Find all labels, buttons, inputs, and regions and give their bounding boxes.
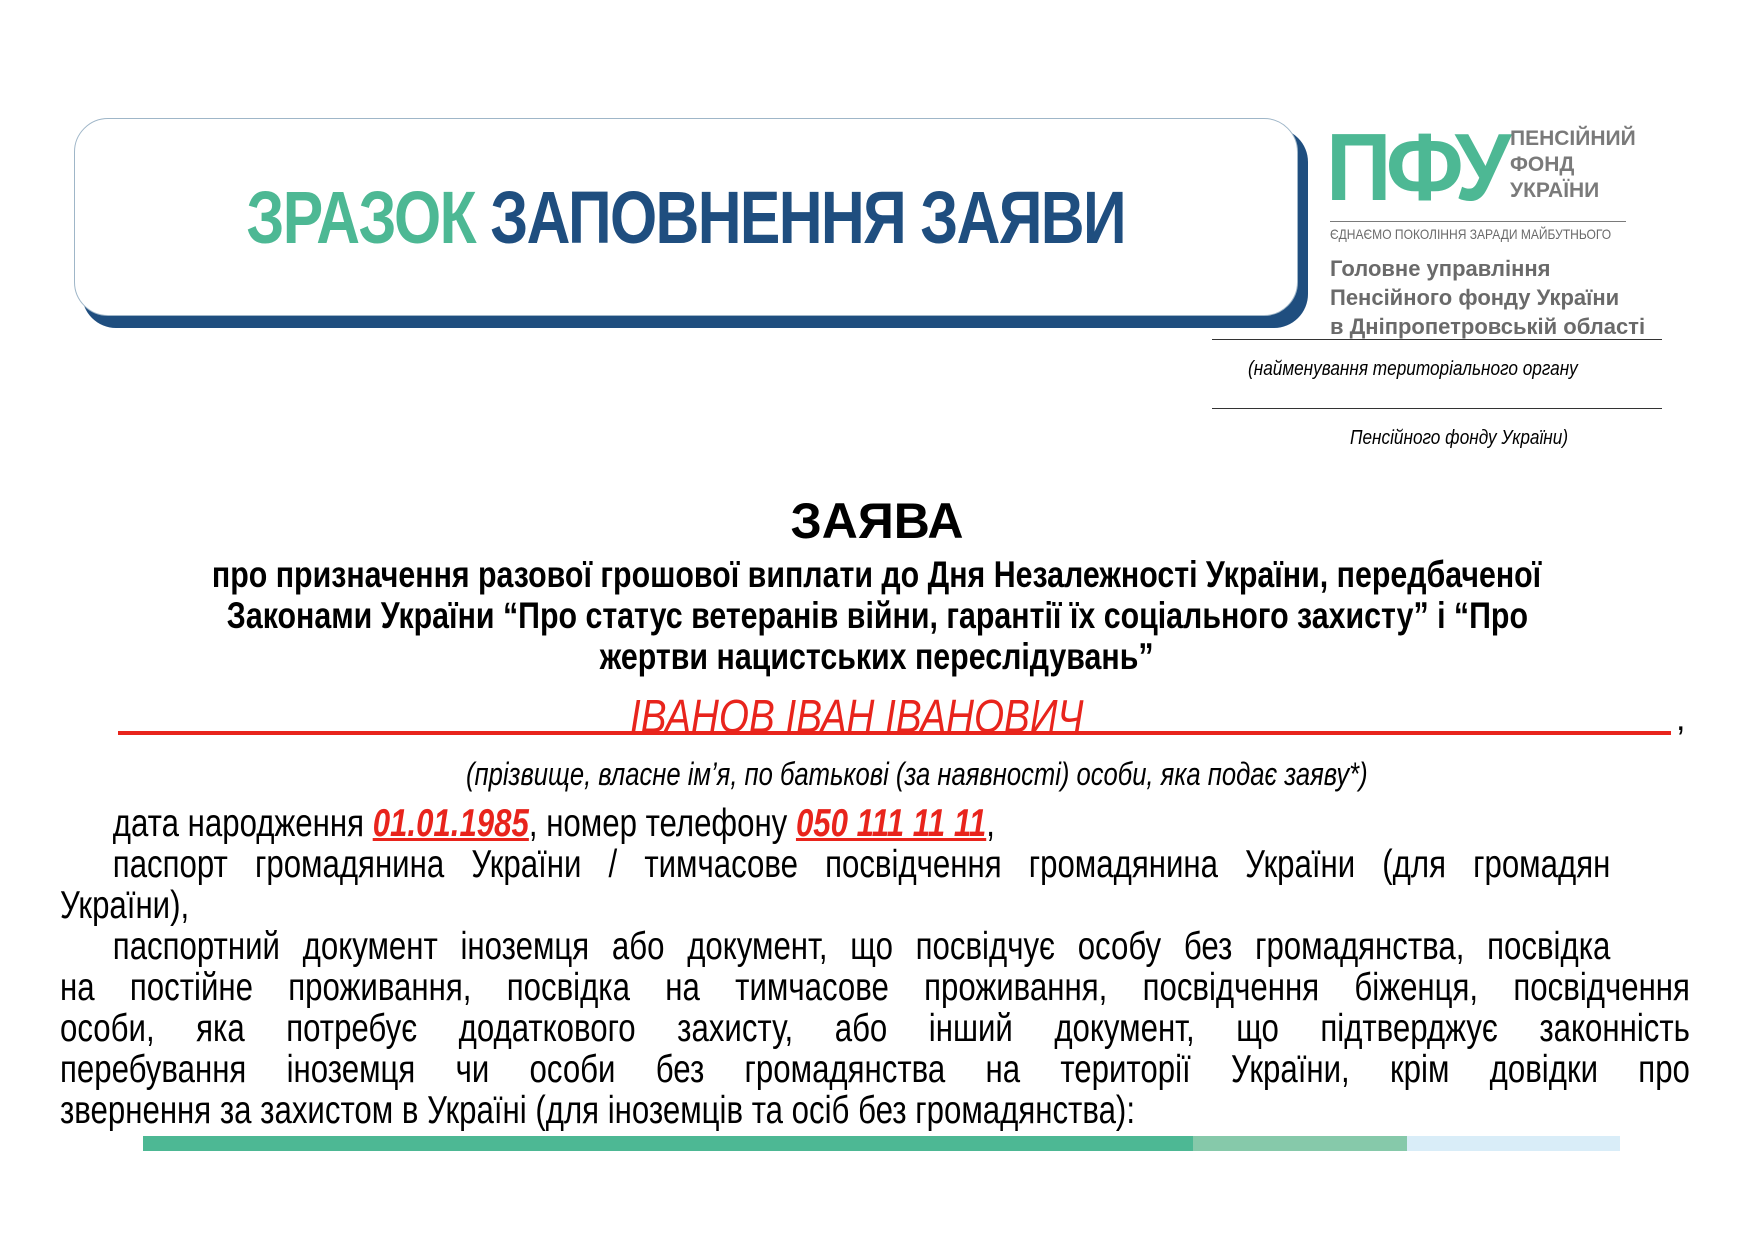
page-title-green: ЗРАЗОК: [246, 175, 476, 259]
document-subtitle-line: про призначення разової грошової виплати до Дня Незалежності України, передбаченої: [212, 554, 1542, 595]
phone-label: , номер телефону: [528, 802, 788, 845]
word: паспортний: [112, 925, 280, 968]
word: документ,: [1054, 1007, 1195, 1050]
passport-line-2: України),: [60, 884, 190, 927]
word: без: [1183, 925, 1233, 968]
name-comma: ,: [1676, 700, 1686, 738]
word: яка: [196, 1007, 245, 1050]
dob-label: дата народження: [112, 802, 365, 845]
page-title: [247, 175, 1126, 260]
word: законність: [1539, 1007, 1690, 1050]
word: або: [611, 925, 665, 968]
logo-divider: [1330, 221, 1626, 222]
logo-word: УКРАЇНИ: [1510, 179, 1600, 202]
passport-line-1: [60, 843, 1611, 886]
word: /: [608, 843, 618, 886]
footer-bar-light-green: [1193, 1136, 1407, 1151]
justified-words: [60, 1008, 1690, 1049]
word: на: [60, 966, 95, 1009]
document-subtitle-line: Законами України “Про статус ветеранів війни, гарантії їх соціального захисту” і “Про: [226, 595, 1528, 636]
word: довідки: [1489, 1048, 1599, 1091]
word: біженця,: [1354, 966, 1479, 1009]
word: особи,: [60, 1007, 155, 1050]
justified-words: [60, 1049, 1690, 1090]
word: про: [1638, 1048, 1690, 1091]
word: чи: [455, 1048, 490, 1091]
department-line: в Дніпропетровській області: [1330, 314, 1646, 339]
word: на: [985, 1048, 1021, 1091]
foreign-line-4: [60, 1048, 1690, 1091]
word: особи: [529, 1048, 616, 1091]
word: іноземця: [460, 925, 590, 968]
foreign-line-3: [60, 1007, 1690, 1050]
justified-words: [113, 926, 1611, 967]
word: території: [1060, 1048, 1191, 1091]
word: України: [1245, 843, 1356, 886]
word: захисту,: [677, 1007, 794, 1050]
word: посвідчення: [1142, 966, 1320, 1009]
word: проживання,: [924, 966, 1108, 1009]
department-line: Пенсійного фонду України: [1330, 285, 1620, 310]
pfu-logo-icon: ПФУ: [1326, 114, 1506, 221]
word: посвідка: [506, 966, 630, 1009]
word: без: [655, 1048, 705, 1091]
justified-words: [113, 844, 1611, 885]
dob-phone-line: [60, 803, 1364, 844]
word: іноземця: [286, 1048, 416, 1091]
organ-caption-2: Пенсійного фонду України): [1350, 427, 1569, 449]
logo-word: ПЕНСІЙНИЙ: [1510, 127, 1636, 150]
page-title-blue: ЗАПОВНЕННЯ ЗАЯВИ: [490, 175, 1126, 259]
dob-value: 01.01.1985: [372, 802, 529, 845]
phone-end: ,: [986, 802, 995, 845]
word: документ: [302, 925, 438, 968]
word: документ,: [687, 925, 828, 968]
justified-words: [60, 967, 1690, 1008]
word: інший: [928, 1007, 1013, 1050]
word: на: [665, 966, 700, 1009]
word: постійне: [129, 966, 253, 1009]
phone-value: 050 111 11 11: [795, 802, 987, 845]
document-title: ЗАЯВА: [790, 493, 964, 549]
word: що: [850, 925, 893, 968]
organ-underline-2: [1212, 408, 1662, 409]
word: громадянина: [1028, 843, 1218, 886]
word: що: [1236, 1007, 1279, 1050]
word: тимчасове: [735, 966, 889, 1009]
word: посвідчення: [1513, 966, 1690, 1009]
word: громадянства,: [1255, 925, 1465, 968]
word: паспорт: [112, 843, 228, 886]
word: посвідчення: [825, 843, 1002, 886]
department-line: Головне управління: [1330, 256, 1551, 281]
footer-bar-light-blue: [1407, 1136, 1620, 1151]
footer-bar-green: [143, 1136, 1193, 1151]
body-text: [60, 803, 1690, 1131]
word: додаткового: [458, 1007, 636, 1050]
foreign-line-2: [60, 966, 1690, 1009]
foreign-line-1: [60, 925, 1611, 968]
word: громадянина: [254, 843, 445, 886]
word: посвідчує: [915, 925, 1055, 968]
word: посвідка: [1487, 925, 1611, 968]
word: крім: [1390, 1048, 1450, 1091]
word: особу: [1077, 925, 1162, 968]
applicant-name: ІВАНОВ ІВАН ІВАНОВИЧ: [630, 690, 1084, 742]
name-caption: (прізвище, власне ім’я, по батькові (за наявності) особи, яка подає заяву*): [466, 756, 1368, 792]
word: або: [834, 1007, 888, 1050]
word: України,: [1230, 1048, 1350, 1091]
document-subtitle-line: жертви нацистських переслідувань”: [600, 636, 1154, 677]
word: громадян: [1473, 843, 1611, 886]
pfu-logo-words: [1510, 126, 1636, 204]
foreign-line-5: звернення за захистом в Україні (для іноземців та осіб без громадянства):: [60, 1089, 1135, 1132]
title-banner: [74, 118, 1298, 316]
logo-word: ФОНД: [1510, 153, 1575, 176]
word: громадянства: [744, 1048, 946, 1091]
organ-underline-1: [1212, 339, 1662, 340]
word: потребує: [286, 1007, 418, 1050]
word: підтверджує: [1320, 1007, 1498, 1050]
word: проживання,: [288, 966, 472, 1009]
word: України: [471, 843, 582, 886]
word: перебування: [60, 1048, 247, 1091]
department-name: [1330, 254, 1645, 341]
logo-slogan: ЄДНАЄМО ПОКОЛІННЯ ЗАРАДИ МАЙБУТНЬОГО: [1330, 226, 1612, 242]
organ-caption-1: (найменування територіального органу: [1248, 358, 1578, 380]
word: тимчасове: [644, 843, 798, 886]
word: (для: [1382, 843, 1446, 886]
